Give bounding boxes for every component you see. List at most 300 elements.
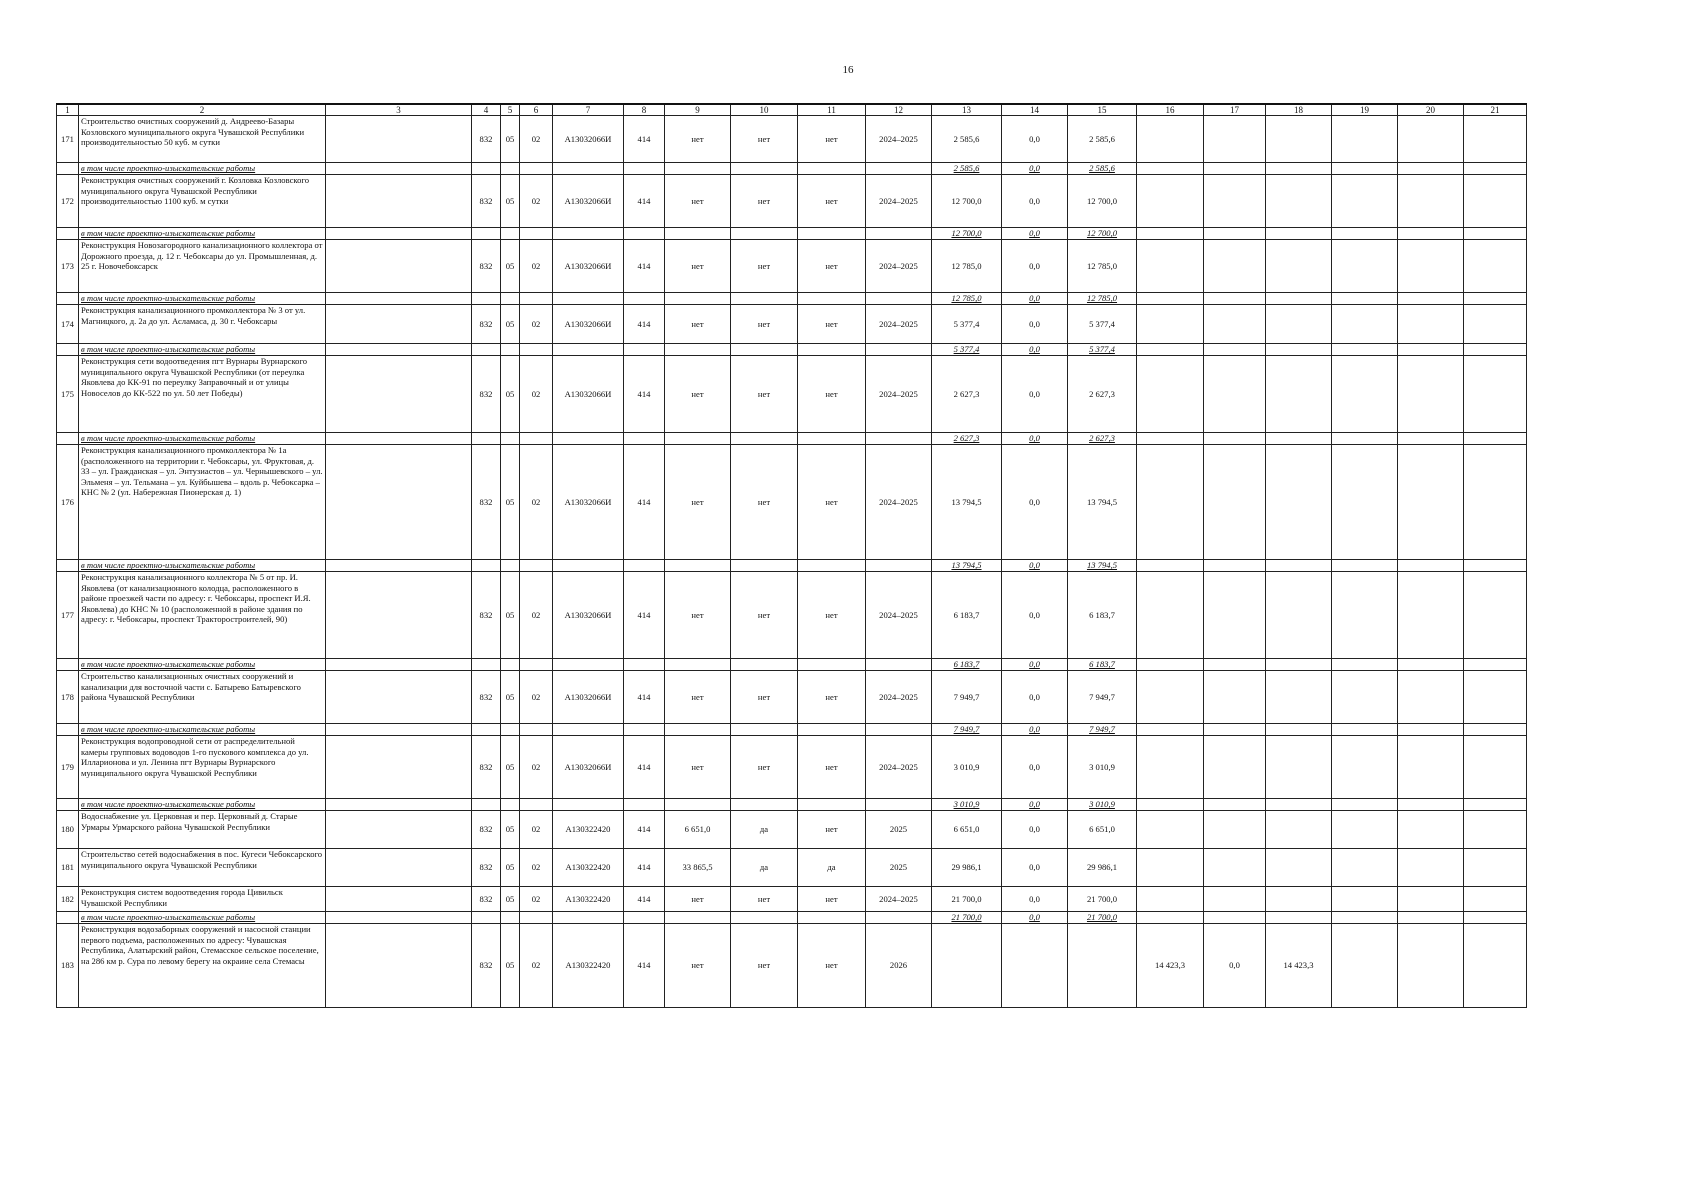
subrow-cell-c14: 0,0	[1002, 799, 1068, 811]
column-number-20: 20	[1398, 104, 1464, 116]
subrow-cell-c9	[665, 560, 731, 572]
subrow-label: в том числе проектно-изыскательские работы	[79, 560, 326, 572]
cell-c8: 414	[624, 356, 665, 433]
cell-c14: 0,0	[1002, 445, 1068, 560]
subrow-cell-c20	[1398, 912, 1464, 924]
subrow-cell-c10	[731, 228, 798, 240]
cell-c16	[1137, 305, 1204, 344]
cell-c13	[932, 924, 1002, 1008]
subrow-number	[57, 799, 79, 811]
subrow-col-3	[326, 560, 472, 572]
design-survey-subrow	[57, 659, 1527, 671]
cell-c7: А13032066И	[553, 305, 624, 344]
subrow-cell-c19	[1332, 433, 1398, 445]
subrow-label: в том числе проектно-изыскательские работы	[79, 659, 326, 671]
subrow-cell-c15: 12 700,0	[1068, 228, 1137, 240]
cell-c9: нет	[665, 671, 731, 724]
subrow-cell-c7	[553, 912, 624, 924]
subrow-cell-c9	[665, 912, 731, 924]
subrow-cell-c20	[1398, 228, 1464, 240]
subrow-cell-c15: 6 183,7	[1068, 659, 1137, 671]
cell-c12: 2024–2025	[866, 356, 932, 433]
cell-c9: нет	[665, 572, 731, 659]
cell-c14: 0,0	[1002, 671, 1068, 724]
subrow-cell-c16	[1137, 799, 1204, 811]
cell-c10: нет	[731, 116, 798, 163]
subrow-cell-c16	[1137, 912, 1204, 924]
row-number: 174	[57, 305, 79, 344]
cell-c9: нет	[665, 924, 731, 1008]
cell-c14: 0,0	[1002, 305, 1068, 344]
cell-c15: 3 010,9	[1068, 736, 1137, 799]
cell-c14: 0,0	[1002, 175, 1068, 228]
subrow-cell-c8	[624, 344, 665, 356]
cell-c13: 3 010,9	[932, 736, 1002, 799]
column-number-5: 5	[501, 104, 520, 116]
cell-c15: 7 949,7	[1068, 671, 1137, 724]
cell-c13: 21 700,0	[932, 887, 1002, 912]
cell-c17	[1204, 356, 1266, 433]
subrow-cell-c11	[798, 724, 866, 736]
cell-c11: нет	[798, 445, 866, 560]
subrow-label: в том числе проектно-изыскательские работы	[79, 799, 326, 811]
cell-c15: 2 627,3	[1068, 356, 1137, 433]
cell-c14: 0,0	[1002, 849, 1068, 887]
cell-c4: 832	[472, 887, 501, 912]
cell-c9: нет	[665, 305, 731, 344]
subrow-cell-c17	[1204, 912, 1266, 924]
cell-c14: 0,0	[1002, 736, 1068, 799]
cell-c15: 21 700,0	[1068, 887, 1137, 912]
subrow-label: в том числе проектно-изыскательские работы	[79, 344, 326, 356]
subrow-cell-c7	[553, 560, 624, 572]
subrow-cell-c20	[1398, 433, 1464, 445]
subrow-cell-c19	[1332, 912, 1398, 924]
project-description: Водоснабжение ул. Церковная и пер. Церковный д. Старые Урмары Урмарского района Чувашской Республики	[79, 811, 326, 849]
subrow-cell-c17	[1204, 659, 1266, 671]
cell-c5: 05	[501, 116, 520, 163]
project-description: Реконструкция очистных сооружений г. Козловка Козловского муниципального округа Чувашской Республики производительностью 1100 куб. м сутки	[79, 175, 326, 228]
cell-c19	[1332, 887, 1398, 912]
cell-c18	[1266, 887, 1332, 912]
column-number-17: 17	[1204, 104, 1266, 116]
subrow-cell-c17	[1204, 724, 1266, 736]
subrow-col-3	[326, 344, 472, 356]
cell-c11: нет	[798, 240, 866, 293]
cell-c7: А13032066И	[553, 240, 624, 293]
cell-c4: 832	[472, 240, 501, 293]
cell-c9: нет	[665, 240, 731, 293]
subrow-cell-c13: 3 010,9	[932, 799, 1002, 811]
cell-c13: 2 627,3	[932, 356, 1002, 433]
col-3-cell	[326, 736, 472, 799]
subrow-cell-c7	[553, 344, 624, 356]
design-survey-subrow	[57, 433, 1527, 445]
cell-c4: 832	[472, 849, 501, 887]
cell-c14: 0,0	[1002, 811, 1068, 849]
cell-c8: 414	[624, 924, 665, 1008]
cell-c9: нет	[665, 445, 731, 560]
cell-c16	[1137, 240, 1204, 293]
cell-c12: 2024–2025	[866, 240, 932, 293]
subrow-cell-c20	[1398, 560, 1464, 572]
subrow-cell-c4	[472, 433, 501, 445]
cell-c5: 05	[501, 887, 520, 912]
subrow-cell-c17	[1204, 433, 1266, 445]
cell-c9: нет	[665, 356, 731, 433]
cell-c4: 832	[472, 175, 501, 228]
subrow-cell-c12	[866, 724, 932, 736]
cell-c13: 12 785,0	[932, 240, 1002, 293]
subrow-cell-c18	[1266, 163, 1332, 175]
subrow-label: в том числе проектно-изыскательские работы	[79, 912, 326, 924]
cell-c16	[1137, 849, 1204, 887]
row-number: 173	[57, 240, 79, 293]
column-number-header-row	[57, 104, 1527, 116]
subrow-label: в том числе проектно-изыскательские работы	[79, 433, 326, 445]
cell-c7: А13032066И	[553, 445, 624, 560]
cell-c6: 02	[520, 305, 553, 344]
subrow-cell-c7	[553, 799, 624, 811]
cell-c6: 02	[520, 445, 553, 560]
subrow-col-3	[326, 724, 472, 736]
cell-c7: А130322420	[553, 849, 624, 887]
row-number: 176	[57, 445, 79, 560]
cell-c10: нет	[731, 305, 798, 344]
subrow-cell-c4	[472, 560, 501, 572]
subrow-cell-c11	[798, 293, 866, 305]
cell-c4: 832	[472, 445, 501, 560]
subrow-cell-c14: 0,0	[1002, 163, 1068, 175]
design-survey-subrow	[57, 163, 1527, 175]
cell-c20	[1398, 175, 1464, 228]
cell-c16: 14 423,3	[1137, 924, 1204, 1008]
subrow-cell-c9	[665, 659, 731, 671]
subrow-cell-c12	[866, 344, 932, 356]
cell-c5: 05	[501, 356, 520, 433]
cell-c18	[1266, 116, 1332, 163]
subrow-cell-c21	[1464, 724, 1527, 736]
cell-c11: нет	[798, 572, 866, 659]
table-row	[57, 736, 1527, 799]
cell-c21	[1464, 849, 1527, 887]
subrow-cell-c18	[1266, 724, 1332, 736]
cell-c12: 2024–2025	[866, 887, 932, 912]
subrow-number	[57, 912, 79, 924]
subrow-cell-c8	[624, 433, 665, 445]
design-survey-subrow	[57, 344, 1527, 356]
table-row	[57, 445, 1527, 560]
cell-c20	[1398, 356, 1464, 433]
subrow-cell-c21	[1464, 163, 1527, 175]
cell-c18	[1266, 305, 1332, 344]
cell-c6: 02	[520, 116, 553, 163]
cell-c7: А130322420	[553, 811, 624, 849]
subrow-cell-c21	[1464, 912, 1527, 924]
design-survey-subrow	[57, 560, 1527, 572]
subrow-cell-c11	[798, 659, 866, 671]
cell-c19	[1332, 924, 1398, 1008]
subrow-cell-c4	[472, 228, 501, 240]
column-number-1: 1	[57, 104, 79, 116]
cell-c4: 832	[472, 736, 501, 799]
cell-c19	[1332, 116, 1398, 163]
subrow-cell-c14: 0,0	[1002, 344, 1068, 356]
cell-c18	[1266, 736, 1332, 799]
cell-c7: А13032066И	[553, 356, 624, 433]
cell-c10: нет	[731, 240, 798, 293]
subrow-cell-c16	[1137, 560, 1204, 572]
subrow-cell-c7	[553, 293, 624, 305]
cell-c5: 05	[501, 305, 520, 344]
cell-c18	[1266, 671, 1332, 724]
subrow-cell-c18	[1266, 293, 1332, 305]
column-number-15: 15	[1068, 104, 1137, 116]
subrow-cell-c5	[501, 344, 520, 356]
column-number-3: 3	[326, 104, 472, 116]
cell-c13: 5 377,4	[932, 305, 1002, 344]
cell-c17	[1204, 849, 1266, 887]
subrow-cell-c17	[1204, 163, 1266, 175]
cell-c21	[1464, 305, 1527, 344]
row-number: 179	[57, 736, 79, 799]
project-description: Реконструкция канализационного промколлектора № 1а (расположенного на территории г. Чебоксары, ул. Фруктовая, д. 33 – ул. Гражданская – ул. Энтузиастов – ул. Чернышевского – ул. Эльменя – ул. Тельмана – ул. Куйбышева – вдоль р. Чебоксарка – КНС № 2 (ул. Набережная Пионерская д. 1)	[79, 445, 326, 560]
cell-c18	[1266, 445, 1332, 560]
cell-c17	[1204, 671, 1266, 724]
cell-c5: 05	[501, 849, 520, 887]
cell-c6: 02	[520, 240, 553, 293]
subrow-cell-c8	[624, 560, 665, 572]
subrow-cell-c8	[624, 293, 665, 305]
cell-c18	[1266, 811, 1332, 849]
cell-c16	[1137, 811, 1204, 849]
subrow-cell-c5	[501, 560, 520, 572]
cell-c17	[1204, 175, 1266, 228]
subrow-cell-c4	[472, 659, 501, 671]
subrow-cell-c13: 13 794,5	[932, 560, 1002, 572]
col-3-cell	[326, 849, 472, 887]
cell-c11: нет	[798, 175, 866, 228]
subrow-cell-c19	[1332, 560, 1398, 572]
subrow-cell-c15: 2 585,6	[1068, 163, 1137, 175]
row-number: 183	[57, 924, 79, 1008]
cell-c18	[1266, 572, 1332, 659]
subrow-cell-c19	[1332, 344, 1398, 356]
subrow-cell-c20	[1398, 293, 1464, 305]
subrow-cell-c12	[866, 560, 932, 572]
cell-c13: 2 585,6	[932, 116, 1002, 163]
subrow-cell-c10	[731, 724, 798, 736]
subrow-cell-c9	[665, 799, 731, 811]
cell-c10: нет	[731, 445, 798, 560]
table-row	[57, 175, 1527, 228]
cell-c10: нет	[731, 736, 798, 799]
cell-c19	[1332, 572, 1398, 659]
cell-c20	[1398, 240, 1464, 293]
cell-c5: 05	[501, 445, 520, 560]
subrow-cell-c5	[501, 293, 520, 305]
project-description: Реконструкция систем водоотведения города Цивильск Чувашской Республики	[79, 887, 326, 912]
subrow-cell-c19	[1332, 163, 1398, 175]
subrow-cell-c6	[520, 724, 553, 736]
subrow-col-3	[326, 912, 472, 924]
subrow-number	[57, 433, 79, 445]
cell-c11: нет	[798, 811, 866, 849]
subrow-cell-c8	[624, 912, 665, 924]
col-3-cell	[326, 572, 472, 659]
col-3-cell	[326, 116, 472, 163]
table-row	[57, 356, 1527, 433]
cell-c16	[1137, 116, 1204, 163]
subrow-cell-c18	[1266, 433, 1332, 445]
cell-c18	[1266, 356, 1332, 433]
column-number-14: 14	[1002, 104, 1068, 116]
cell-c4: 832	[472, 356, 501, 433]
cell-c5: 05	[501, 736, 520, 799]
subrow-cell-c11	[798, 433, 866, 445]
cell-c8: 414	[624, 887, 665, 912]
subrow-col-3	[326, 163, 472, 175]
subrow-cell-c15: 12 785,0	[1068, 293, 1137, 305]
cell-c19	[1332, 305, 1398, 344]
subrow-cell-c19	[1332, 724, 1398, 736]
col-3-cell	[326, 924, 472, 1008]
project-description: Строительство канализационных очистных сооружений и канализации для восточной части с. Батырево Батыревского района Чувашской Республики	[79, 671, 326, 724]
subrow-cell-c12	[866, 433, 932, 445]
cell-c15: 13 794,5	[1068, 445, 1137, 560]
subrow-cell-c17	[1204, 344, 1266, 356]
cell-c16	[1137, 572, 1204, 659]
cell-c12: 2024–2025	[866, 671, 932, 724]
project-description: Реконструкция водопроводной сети от распределительной камеры групповых водоводов 1-го пускового комплекса до ул. Илларионова и ул. Ленина пгт Вурнары Вурнарского муниципального округа Чувашской Республики	[79, 736, 326, 799]
cell-c17	[1204, 445, 1266, 560]
cell-c16	[1137, 887, 1204, 912]
subrow-cell-c11	[798, 344, 866, 356]
subrow-cell-c10	[731, 560, 798, 572]
subrow-cell-c10	[731, 912, 798, 924]
cell-c8: 414	[624, 445, 665, 560]
subrow-cell-c21	[1464, 433, 1527, 445]
cell-c8: 414	[624, 572, 665, 659]
column-number-9: 9	[665, 104, 731, 116]
column-number-19: 19	[1332, 104, 1398, 116]
column-number-7: 7	[553, 104, 624, 116]
subrow-cell-c7	[553, 228, 624, 240]
subrow-cell-c9	[665, 293, 731, 305]
cell-c20	[1398, 572, 1464, 659]
column-number-12: 12	[866, 104, 932, 116]
project-description: Реконструкция водозаборных сооружений и насосной станции первого подъема, расположенных по адресу: Чувашская Республика, Алатырский район, Стемасское сельское поселение, на 286 км р. Сура по левому берегу на окраине села Стемасы	[79, 924, 326, 1008]
cell-c21	[1464, 924, 1527, 1008]
subrow-cell-c7	[553, 433, 624, 445]
cell-c10: да	[731, 811, 798, 849]
cell-c13: 29 986,1	[932, 849, 1002, 887]
cell-c10: нет	[731, 572, 798, 659]
cell-c21	[1464, 671, 1527, 724]
cell-c14	[1002, 924, 1068, 1008]
subrow-cell-c21	[1464, 659, 1527, 671]
cell-c17	[1204, 887, 1266, 912]
cell-c21	[1464, 175, 1527, 228]
cell-c6: 02	[520, 572, 553, 659]
cell-c8: 414	[624, 305, 665, 344]
row-number: 177	[57, 572, 79, 659]
column-number-11: 11	[798, 104, 866, 116]
table-row	[57, 887, 1527, 912]
col-3-cell	[326, 887, 472, 912]
cell-c4: 832	[472, 811, 501, 849]
table-row	[57, 924, 1527, 1008]
subrow-cell-c11	[798, 912, 866, 924]
subrow-cell-c17	[1204, 293, 1266, 305]
cell-c20	[1398, 887, 1464, 912]
row-number: 180	[57, 811, 79, 849]
subrow-cell-c11	[798, 560, 866, 572]
design-survey-subrow	[57, 799, 1527, 811]
subrow-cell-c7	[553, 163, 624, 175]
subrow-cell-c13: 12 785,0	[932, 293, 1002, 305]
cell-c11: нет	[798, 736, 866, 799]
subrow-cell-c16	[1137, 228, 1204, 240]
cell-c13: 6 651,0	[932, 811, 1002, 849]
cell-c11: нет	[798, 356, 866, 433]
cell-c5: 05	[501, 572, 520, 659]
cell-c8: 414	[624, 849, 665, 887]
cell-c15: 29 986,1	[1068, 849, 1137, 887]
subrow-cell-c13: 21 700,0	[932, 912, 1002, 924]
project-description: Реконструкция Новозагородного канализационного коллектора от Дорожного проезда, д. 12 г. Чебоксары до ул. Промышленная, д. 25 г. Новочебоксарск	[79, 240, 326, 293]
cell-c13: 6 183,7	[932, 572, 1002, 659]
subrow-cell-c6	[520, 659, 553, 671]
subrow-cell-c10	[731, 163, 798, 175]
cell-c18	[1266, 175, 1332, 228]
design-survey-subrow	[57, 228, 1527, 240]
subrow-cell-c12	[866, 912, 932, 924]
project-description: Реконструкция канализационного промколлектора № 3 от ул. Магницкого, д. 2а до ул. Асламаса, д. 30 г. Чебоксары	[79, 305, 326, 344]
cell-c17	[1204, 116, 1266, 163]
cell-c4: 832	[472, 305, 501, 344]
cell-c19	[1332, 445, 1398, 560]
subrow-cell-c13: 12 700,0	[932, 228, 1002, 240]
cell-c21	[1464, 445, 1527, 560]
subrow-cell-c21	[1464, 344, 1527, 356]
subrow-cell-c5	[501, 912, 520, 924]
cell-c7: А13032066И	[553, 175, 624, 228]
cell-c16	[1137, 356, 1204, 433]
cell-c12: 2024–2025	[866, 175, 932, 228]
subrow-number	[57, 659, 79, 671]
cell-c9: нет	[665, 116, 731, 163]
subrow-cell-c7	[553, 724, 624, 736]
subrow-cell-c15: 13 794,5	[1068, 560, 1137, 572]
design-survey-subrow	[57, 724, 1527, 736]
cell-c12: 2024–2025	[866, 305, 932, 344]
cell-c6: 02	[520, 924, 553, 1008]
subrow-cell-c6	[520, 228, 553, 240]
subrow-cell-c10	[731, 344, 798, 356]
subrow-cell-c5	[501, 228, 520, 240]
subrow-cell-c4	[472, 163, 501, 175]
cell-c15: 12 785,0	[1068, 240, 1137, 293]
subrow-cell-c16	[1137, 163, 1204, 175]
cell-c9: нет	[665, 736, 731, 799]
subrow-label: в том числе проектно-изыскательские работы	[79, 228, 326, 240]
cell-c12: 2026	[866, 924, 932, 1008]
cell-c10: нет	[731, 887, 798, 912]
subrow-cell-c13: 2 585,6	[932, 163, 1002, 175]
budget-table	[56, 103, 1527, 1008]
cell-c20	[1398, 736, 1464, 799]
